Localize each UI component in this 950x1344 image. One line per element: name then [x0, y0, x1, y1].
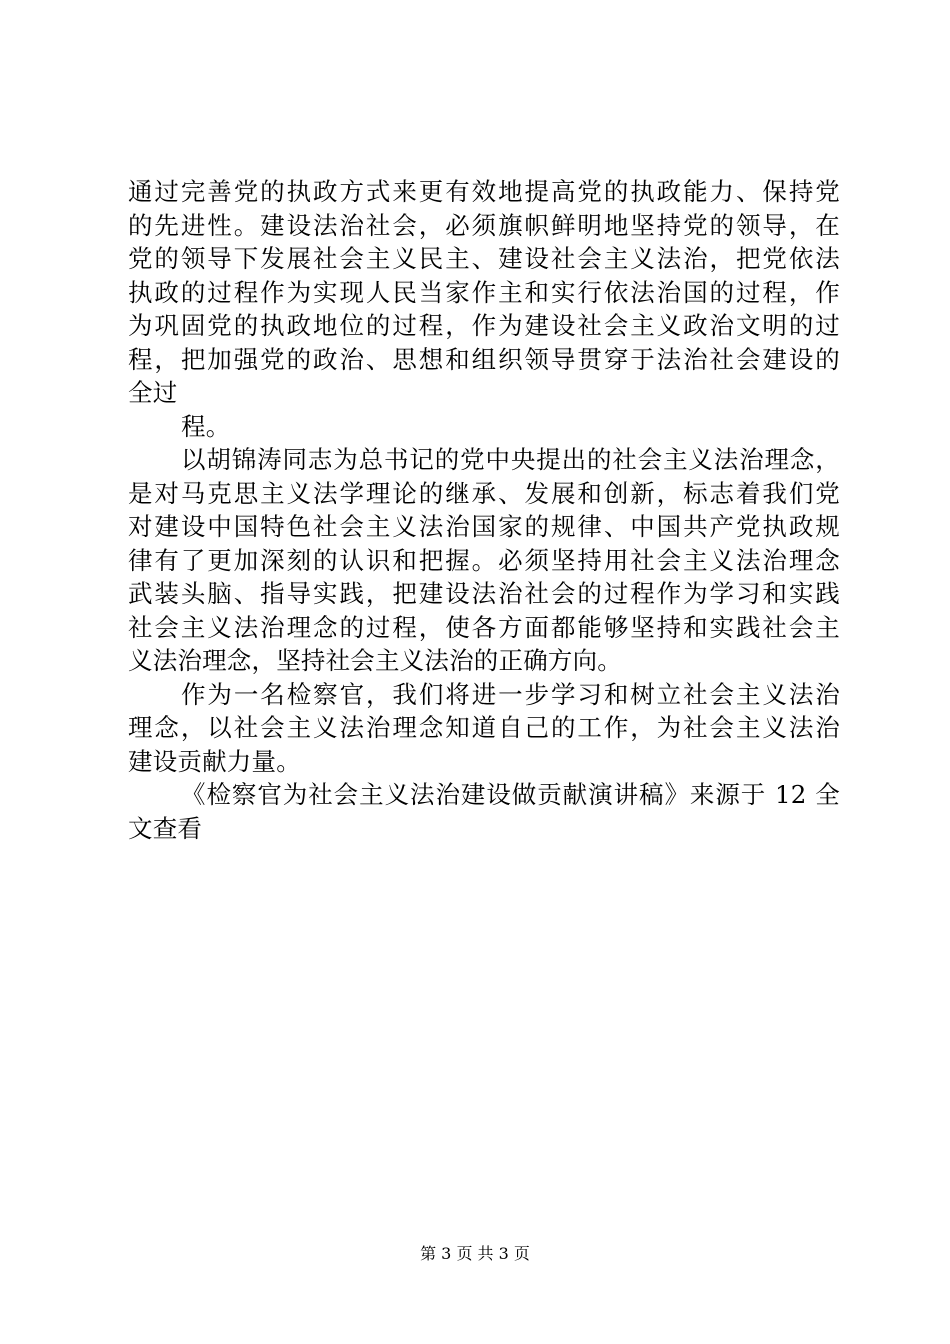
text-line: 社会主义法治理念的过程，使各方面都能够坚持和实践社会主	[128, 612, 840, 642]
source-note-line: 文查看	[128, 813, 203, 843]
text-line: 武装头脑、指导实践，把建设法治社会的过程作为学习和实践	[128, 579, 840, 608]
text-line: 通过完善党的执政方式来更有效地提高党的执政能力、保持党	[128, 177, 840, 206]
text-line: 义法治理念，坚持社会主义法治的正确方向。	[128, 646, 622, 675]
page-footer: 第 3 页 共 3 页	[420, 1244, 530, 1263]
text-line: 的先进性。建设法治社会，必须旗帜鲜明地坚持党的领导，在	[128, 210, 840, 240]
text-line: 程，把加强党的政治、思想和组织领导贯穿于法治社会建设的	[128, 344, 840, 374]
paragraph-first-line: 作为一名检察官，我们将进一步学习和树立社会主义法治	[181, 679, 840, 709]
text-line: 律有了更加深刻的认识和把握。必须坚持用社会主义法治理念	[128, 545, 840, 575]
text-line: 对建设中国特色社会主义法治国家的规律、中国共产党执政规	[128, 512, 840, 541]
text-line: 建设贡献力量。	[128, 746, 301, 776]
text-line: 程。	[181, 411, 231, 441]
text-line: 是对马克思主义法学理论的继承、发展和创新，标志着我们党	[128, 478, 840, 508]
text-line: 党的领导下发展社会主义民主、建设社会主义法治，把党依法	[128, 244, 840, 273]
document-body	[128, 175, 840, 845]
text-line: 理念，以社会主义法治理念知道自己的工作，为社会主义法治	[128, 713, 840, 742]
paragraph-first-line: 以胡锦涛同志为总书记的党中央提出的社会主义法治理念，	[181, 445, 840, 474]
text-line: 执政的过程作为实现人民当家作主和实行依法治国的过程，作	[128, 277, 840, 307]
text-line: 为巩固党的执政地位的过程，作为建设社会主义政治文明的过	[128, 311, 840, 340]
source-note-line: 《检察官为社会主义法治建设做贡献演讲稿》来源于 12 全	[181, 780, 840, 809]
text-line: 全过	[128, 378, 178, 407]
